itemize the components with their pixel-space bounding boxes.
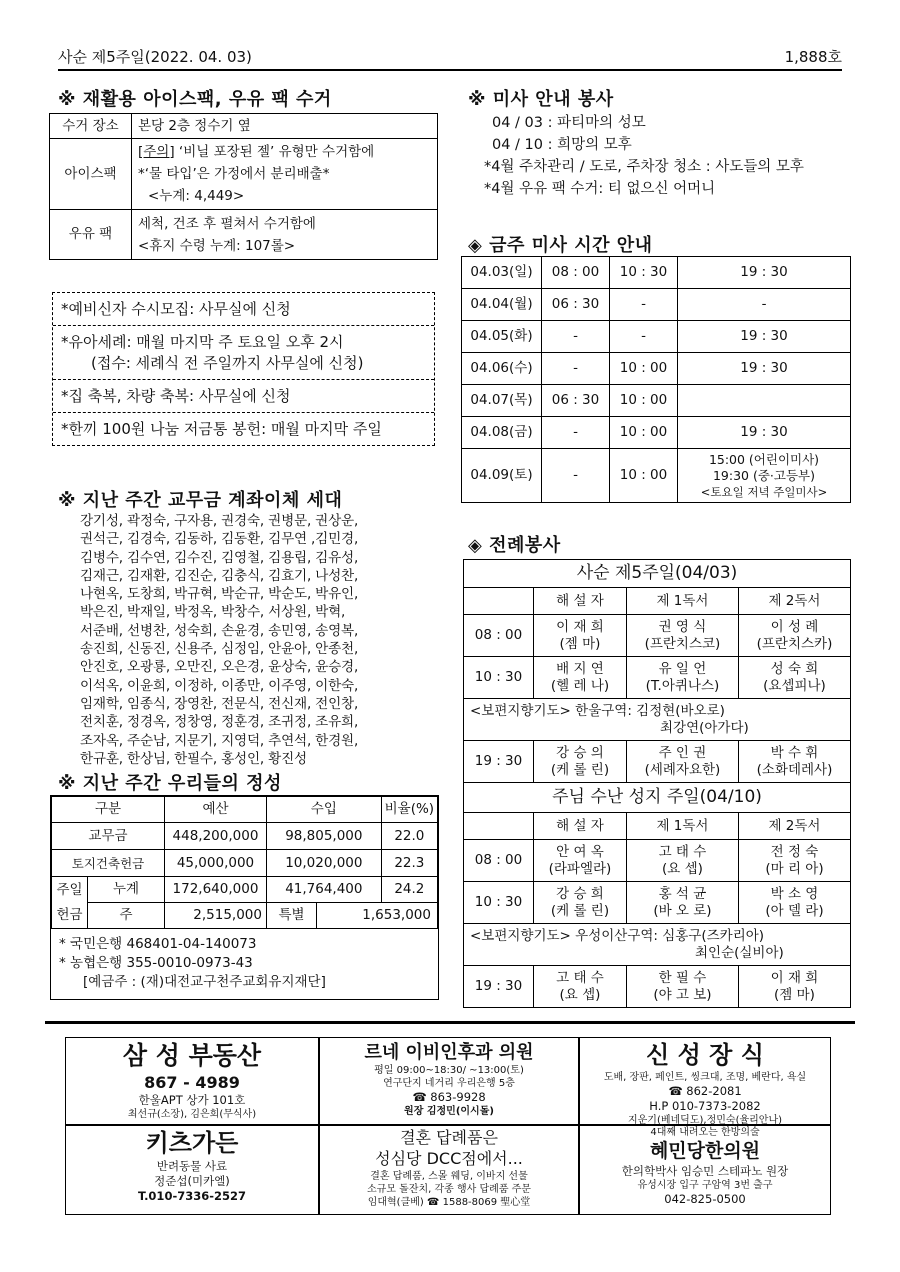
sat-youth-mass: 19:30 (중·고등부) (712, 467, 816, 483)
fin-budget: 172,640,000 (164, 877, 266, 903)
fin-head-ratio: 비율(%) (381, 797, 437, 823)
ad-oriental-clinic-name: 혜민당한의원 (649, 1140, 761, 1162)
week2-title: 주님 수난 성지 주일(04/10) (464, 783, 851, 813)
bulletin-date: 사순 제5주일(2022. 04. 03) (58, 48, 252, 66)
donor-line: 한규훈, 한상님, 한필수, 홍성인, 황진성 (80, 750, 307, 767)
fin-ratio: 22.3 (381, 850, 437, 877)
donor-line: 서준배, 선병찬, 성숙희, 손윤경, 송민영, 송영복, (80, 622, 359, 639)
notice-savings: *한끼 100원 나눔 저금통 봉헌: 매월 마지막 주일 (61, 420, 382, 438)
ad-real-estate-phone: 867 - 4989 (144, 1072, 240, 1092)
head-commentator: 해 설 자 (534, 813, 627, 840)
minister-saint: (케 롤 린) (550, 902, 610, 919)
minister-name: 전 정 숙 (770, 844, 819, 861)
ad-bakery-line4: 소규모 돌잔치, 각종 행사 답례품 주문 (367, 1183, 531, 1195)
minister-saint: (바 오 로) (653, 902, 712, 919)
fin-head-income: 수입 (266, 797, 381, 823)
place-value: 본당 2층 정수기 옆 (132, 114, 438, 139)
mass-day: 04.05(화) (462, 321, 542, 353)
fin-income: 98,805,000 (266, 823, 381, 850)
bank-nonghyup: * 농협은행 355-0010-0973-43 (59, 955, 253, 971)
minister-name: 강 승 희 (556, 886, 604, 903)
ad-real-estate (65, 1037, 319, 1125)
mass-time: - (542, 449, 610, 503)
mass-time: 19 : 30 (678, 353, 851, 385)
minister-saint: (요 셉) (559, 986, 601, 1003)
minister-saint: (케 롤 린) (550, 761, 610, 778)
slot-time: 10 : 30 (464, 657, 534, 699)
prayer-group-2: 최강연(아가다) (660, 719, 749, 736)
ad-pet-person: 정준섭(미카엘) (154, 1174, 230, 1189)
mass-time: 06 : 30 (542, 385, 610, 417)
mass-time: - (610, 321, 678, 353)
milk-line1: 세척, 건조 후 펼쳐서 수거함에 (138, 215, 316, 232)
ad-oriental-clinic-phone: 042-825-0500 (664, 1191, 746, 1206)
mass-time: 10 : 00 (610, 417, 678, 449)
ad-oriental-clinic-dir: 한의학박사 임승민 스테파노 원장 (621, 1163, 789, 1178)
finance-box (50, 795, 439, 1000)
fin-ratio: 22.0 (381, 823, 437, 850)
fin-row-label: 교무금 (52, 823, 165, 850)
donor-line: 조자옥, 주순남, 지문기, 지영덕, 추연석, 한경원, (80, 732, 359, 749)
ad-bakery-line3: 결혼 답례품, 스몰 웨딩, 이바지 선물 (370, 1170, 528, 1182)
mass-time: 19 : 30 (678, 417, 851, 449)
mass-time: - (542, 417, 610, 449)
minister-saint: (젬 마) (774, 986, 815, 1003)
finance-table (51, 796, 438, 929)
ad-oriental-clinic-top: 4대째 내려오는 한방의술 (650, 1127, 760, 1138)
donor-line: 김병수, 김수연, 김수진, 김영철, 김용립, 김유성, (80, 549, 359, 566)
mass-day: 04.06(수) (462, 353, 542, 385)
minister-name: 한 필 수 (658, 970, 707, 987)
footer-divider (45, 1021, 855, 1024)
mass-service-list (484, 112, 804, 200)
head-reading1: 제 1독서 (626, 813, 738, 840)
donor-line: 김재근, 김재환, 김진순, 김충식, 김효기, 나성찬, (80, 567, 359, 584)
fin-budget: 45,000,000 (164, 850, 266, 877)
minister-name: 권 영 식 (658, 619, 707, 636)
ad-real-estate-addr: 한울APT 상가 101호 (138, 1093, 246, 1108)
minister-saint: (요셉피나) (763, 677, 826, 694)
ad-bakery (319, 1125, 579, 1215)
fin-special-value: 1,653,000 (316, 903, 437, 929)
recycle-table (49, 113, 438, 260)
donor-line: 안진호, 오광룡, 오만진, 오은경, 윤상숙, 윤승경, (80, 659, 359, 676)
ice-line1: ‘비닐 포장된 젤’ 유형만 수거함에 (174, 144, 375, 160)
donors-title: ※ 지난 주간 교무금 계좌이체 세대 (58, 490, 343, 511)
mass-day: 04.08(금) (462, 417, 542, 449)
ice-label: 아이스팩 (50, 139, 132, 210)
sat-children-mass: 15:00 (어린이미사) (708, 451, 820, 467)
minister-saint: (소화데레사) (756, 761, 833, 778)
donor-line: 이석옥, 이윤희, 이정하, 이종만, 이주영, 이한숙, (80, 677, 359, 694)
mass-time: - (678, 289, 851, 321)
ad-ent-clinic-hours: 평일 09:00~18:30/ ~13:00(토) (374, 1065, 524, 1077)
minister-name: 고 태 수 (556, 970, 604, 987)
donors-list (80, 512, 440, 768)
notice-infant-baptism: *유아세례: 매월 마지막 주 토요일 오후 2시 (61, 333, 344, 352)
ice-line2: *‘물 타입’은 가정에서 분리배출* (138, 166, 330, 182)
fin-row-label: 토지건축헌금 (52, 850, 165, 877)
fin-head-budget: 예산 (164, 797, 266, 823)
minister-saint: (아 델 라) (765, 902, 824, 919)
mass-time: - (542, 321, 610, 353)
mass-service-title: ※ 미사 안내 봉사 (468, 89, 614, 110)
minister-name: 이 재 희 (770, 970, 819, 987)
ad-oriental-clinic (579, 1125, 831, 1215)
issue-number: 1,888호 (784, 48, 842, 66)
ad-ent-clinic-name: 르네 이비인후과 의원 (364, 1042, 534, 1063)
minister-saint: (헬 레 나) (550, 677, 610, 694)
minister-name: 이 성 례 (770, 619, 819, 636)
mass-day: 04.03(일) (462, 257, 542, 289)
slot-time: 08 : 00 (464, 840, 534, 882)
ad-oriental-clinic-loc: 유성시장 입구 구암역 3번 출구 (637, 1179, 773, 1191)
liturgy-title: ◈ 전례봉사 (468, 535, 561, 556)
ad-interior-hp: H.P 010-7373-2082 (649, 1099, 761, 1114)
mass-time: - (610, 289, 678, 321)
ad-pet (65, 1125, 319, 1215)
slot-time: 19 : 30 (464, 741, 534, 783)
minister-name: 주 인 권 (658, 745, 707, 762)
minister-name: 홍 석 균 (658, 886, 707, 903)
fin-week-label: 주 (88, 903, 165, 929)
ad-pet-desc: 반려동물 사료 (156, 1159, 228, 1174)
fin-week-value: 2,515,000 (164, 903, 266, 929)
head-reading2: 제 2독서 (738, 813, 850, 840)
fin-special-label: 특별 (266, 903, 316, 929)
fin-ratio: 24.2 (381, 877, 437, 903)
account-holder: [예금주 : (재)대전교구천주교회유지재단] (83, 974, 326, 990)
minister-saint: (라파엘라) (548, 860, 612, 877)
ad-ent-clinic-phone: ☎ 863-9928 (412, 1090, 486, 1105)
service-0403: 04 / 03 : 파티마의 성모 (492, 115, 646, 131)
liturgy-table (463, 559, 851, 1008)
fin-income: 41,764,400 (266, 877, 381, 903)
milk-label: 우유 팩 (50, 210, 132, 260)
ad-interior (579, 1037, 831, 1125)
mass-time: 10 : 00 (610, 353, 678, 385)
mass-times-title: ◈ 금주 미사 시간 안내 (468, 235, 653, 256)
ad-real-estate-people: 최선규(소장), 김은희(무식사) (127, 1109, 257, 1121)
minister-saint: (프란치스코) (644, 635, 721, 652)
minister-name: 이 재 희 (556, 619, 604, 636)
minister-name: 고 태 수 (658, 844, 707, 861)
donor-line: 임재학, 임종식, 장영찬, 전문식, 전신재, 전인창, (80, 695, 359, 712)
fin-offering-label: 헌금 (52, 903, 88, 929)
prayer-group: <보편지향기도> 한울구역: 김정현(바오로) (470, 703, 725, 720)
minister-saint: (프란치스카) (756, 635, 833, 652)
head-reading1: 제 1독서 (626, 588, 738, 615)
mass-time: 08 : 00 (542, 257, 610, 289)
fin-budget: 448,200,000 (164, 823, 266, 850)
recycle-title: ※ 재활용 아이스팩, 우유 팩 수거 (58, 89, 332, 110)
bank-kookmin: * 국민은행 468401-04-140073 (59, 936, 257, 952)
ad-ent-clinic-loc: 연구단지 네거리 우리은행 5층 (383, 1078, 515, 1090)
mass-time (678, 385, 851, 417)
prayer-group: <보편지향기도> 우성이산구역: 심홍구(즈카리아) (470, 928, 765, 945)
minister-saint: (세례자요한) (644, 761, 721, 778)
service-parking: *4월 주차관리 / 도로, 주차장 청소 : 사도들의 모후 (484, 159, 804, 175)
fin-income: 10,020,000 (266, 850, 381, 877)
notice-infant-baptism-note: (접수: 세례식 전 주일까지 사무실에 신청) (91, 353, 364, 372)
mass-time: - (542, 353, 610, 385)
donor-line: 송진희, 신동진, 신용주, 심정임, 안윤아, 안종천, (80, 641, 359, 658)
mass-time: 06 : 30 (542, 289, 610, 321)
fin-head-category: 구분 (52, 797, 165, 823)
donor-line: 박은진, 박재일, 박정옥, 박창수, 서상원, 박혁, (80, 604, 346, 621)
sat-note: <토요일 저녁 주일미사> (700, 484, 828, 499)
minister-saint: (마 리 아) (765, 860, 824, 877)
minister-name: 박 소 영 (770, 886, 819, 903)
place-label: 수거 장소 (50, 114, 132, 139)
mass-time: 10 : 30 (610, 257, 678, 289)
milk-total: <휴지 수령 누계: 107롤> (138, 237, 296, 254)
mass-day: 04.09(토) (462, 449, 542, 503)
minister-name: 유 일 언 (658, 661, 707, 678)
ad-real-estate-name: 삼 성 부동산 (122, 1041, 262, 1070)
fin-sunday-label: 주일 (52, 877, 88, 903)
service-milk: *4월 우유 팩 수거: 티 없으신 어머니 (484, 181, 716, 197)
ad-ent-clinic-director: 원장 김정민(이시돌) (404, 1106, 494, 1118)
mass-time: 19 : 30 (678, 321, 851, 353)
minister-name: 배 지 연 (556, 661, 604, 678)
ice-total: <누계: 4,449> (148, 188, 245, 204)
slot-time: 10 : 30 (464, 882, 534, 924)
ad-bakery-line2: 성심당 DCC점에서... (375, 1148, 523, 1168)
finance-title: ※ 지난 주간 우리들의 정성 (58, 773, 282, 794)
ice-warning-tag: [주의] (138, 144, 175, 160)
mass-day: 04.07(목) (462, 385, 542, 417)
notice-catechumen: *예비신자 수시모집: 사무실에 신청 (53, 293, 434, 326)
donor-line: 전치훈, 정경옥, 정창영, 정훈경, 조귀정, 조유희, (80, 714, 359, 731)
mass-day: 04.04(월) (462, 289, 542, 321)
ad-interior-desc: 도배, 장판, 페인트, 씽크대, 조명, 베란다, 욕실 (603, 1072, 807, 1084)
donor-line: 권석근, 김경숙, 김동하, 김동환, 김무연 ,김민경, (80, 531, 359, 548)
mass-times-table (461, 256, 851, 503)
mass-time: 10 : 00 (610, 449, 678, 503)
minister-name: 강 승 의 (556, 745, 604, 762)
slot-time: 19 : 30 (464, 966, 534, 1008)
notice-blessing: *집 축복, 차량 축복: 사무실에 신청 (53, 380, 434, 413)
minister-saint: (야 고 보) (653, 986, 712, 1003)
slot-time: 08 : 00 (464, 615, 534, 657)
week1-title: 사순 제5주일(04/03) (464, 560, 851, 588)
notices-box (52, 292, 435, 446)
minister-saint: (요 셉) (661, 860, 703, 877)
mass-time: 19 : 30 (678, 257, 851, 289)
donor-line: 나현옥, 도창희, 박규혁, 박순규, 박순도, 박유인, (80, 586, 359, 603)
prayer-group-2: 최인순(실비아) (695, 944, 784, 961)
minister-name: 박 수 휘 (770, 745, 819, 762)
ad-interior-name: 신 성 장 식 (646, 1041, 764, 1069)
ad-pet-name: 키츠가든 (145, 1129, 239, 1157)
service-0410: 04 / 10 : 희망의 모후 (492, 137, 632, 153)
mass-time: 10 : 00 (610, 385, 678, 417)
ad-interior-person: 지운기(베네딕도),정민숙(율리안나) (627, 1115, 783, 1127)
ad-ent-clinic (319, 1037, 579, 1125)
ad-bakery-line1: 결혼 답례품은 (400, 1128, 498, 1147)
minister-name: 안 여 옥 (556, 844, 604, 861)
ad-pet-phone: T.010-7336-2527 (137, 1189, 247, 1204)
minister-saint: (젬 마) (559, 635, 601, 652)
head-reading2: 제 2독서 (738, 588, 850, 615)
donor-line: 강기성, 곽정숙, 구자용, 권경숙, 권병문, 권상운, (80, 513, 359, 529)
header-divider (58, 69, 842, 71)
minister-name: 성 숙 희 (770, 661, 819, 678)
minister-saint: (T.아퀴나스) (645, 677, 720, 694)
ad-interior-phone: ☎ 862-2081 (668, 1084, 742, 1099)
ad-bakery-line5: 임대혁(클베) ☎ 1588-8069 聖心堂 (367, 1196, 531, 1208)
head-commentator: 해 설 자 (534, 588, 627, 615)
fin-cumulative-label: 누계 (88, 877, 165, 903)
